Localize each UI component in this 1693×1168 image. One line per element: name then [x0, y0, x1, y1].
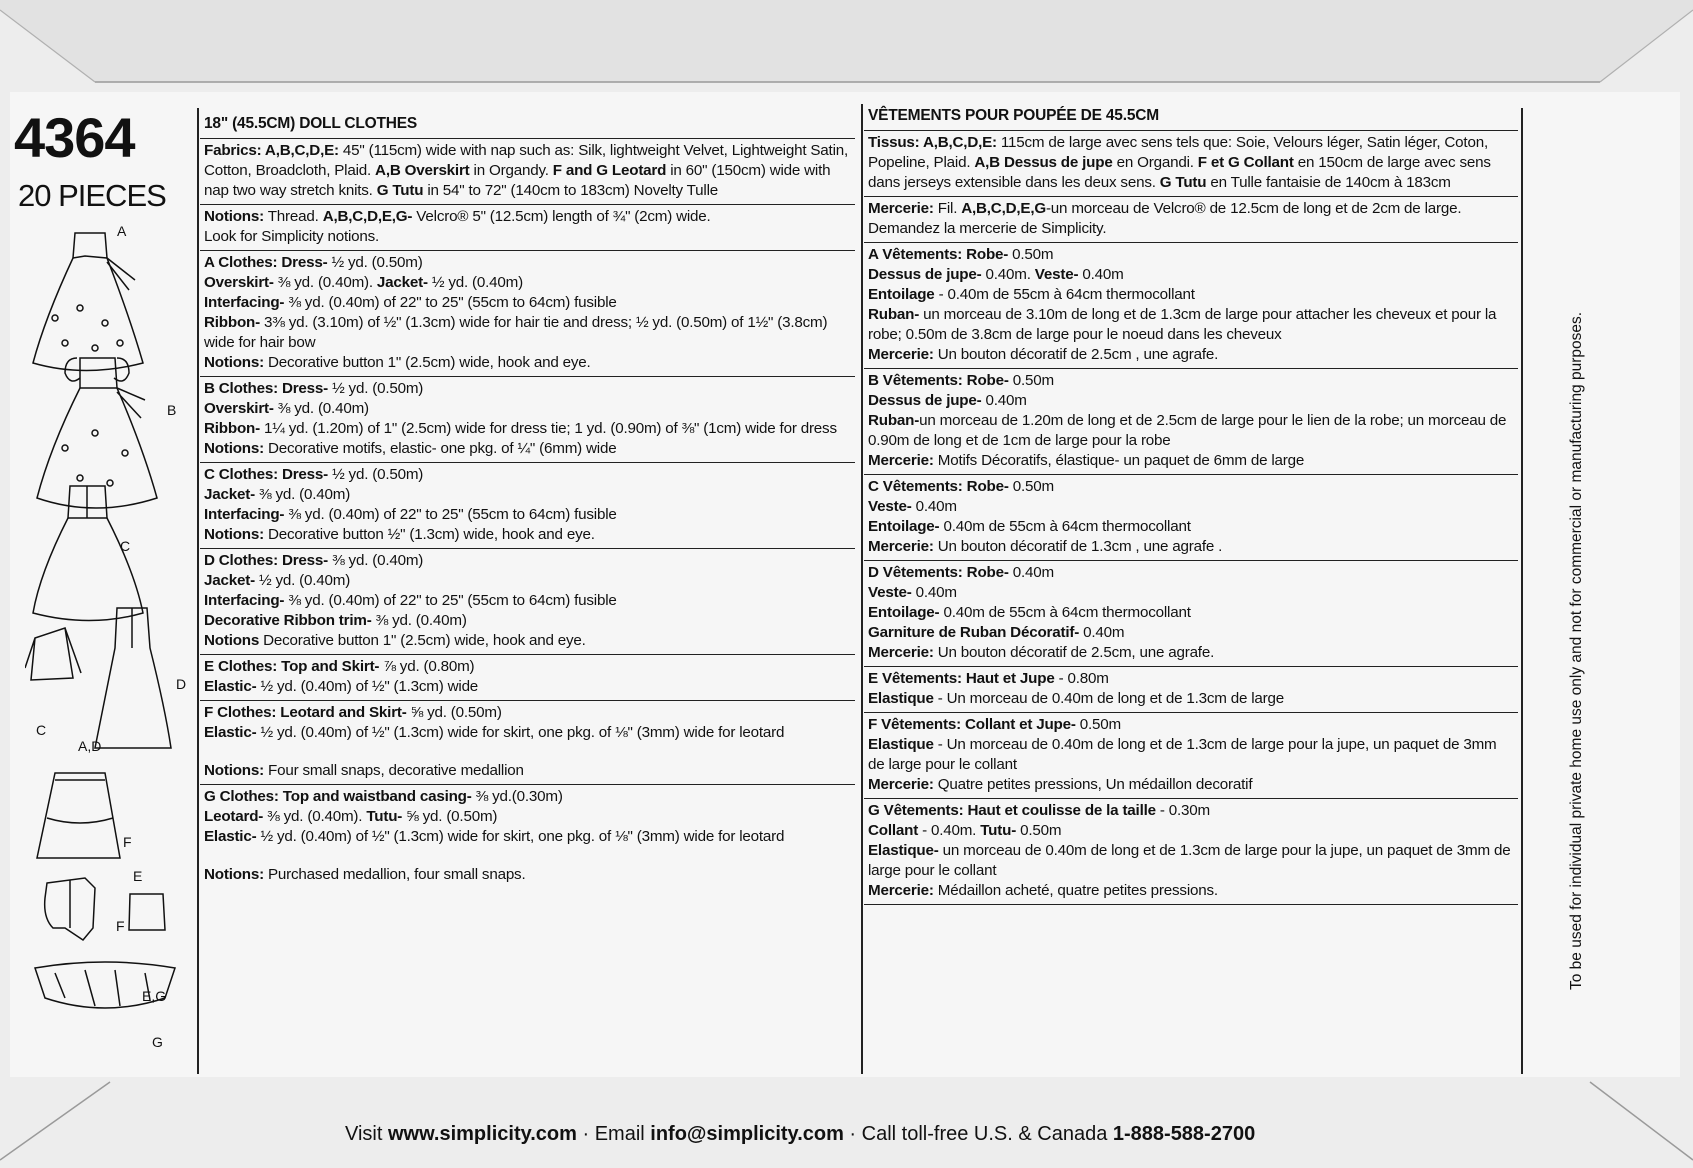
en-view-a: A Clothes: Dress- ½ yd. (0.50m) Overskirt- ⅜ yd. (0.40m). Jacket- ½ yd. (0.40m) Interfacing- ⅜ yd. (0.40m) of 22" to 25" (55cm to 64cm) fusible Ribbon- 3⅜ yd. (3.10m) of ½" (1.3cm) wide for hair tie and dress; ½ yd. (0.50m) of 1½" (3.8cm) wide for hair bow Notions: Decorative button 1" (2.5cm) wide, hook and eye.	[200, 251, 855, 377]
label-view-d: D	[176, 676, 187, 692]
fr-tissus: Tissus: A,B,C,D,E: 115cm de large avec sens tels que: Soie, Velours léger, Satin léger, Coton, Popeline, Plaid. A,B Dessus de jupe en Organdi. F et G Collant en 150cm de large avec sens dans jerseys extensible dans les deux sens. G Tutu en Tulle fantaisie de 140cm à 183cm	[864, 131, 1518, 197]
fr-mercerie: Mercerie: Fil. A,B,C,D,E,G-un morceau de Velcro® de 12.5cm de long et de 2cm de large. Demandez la mercerie de Simplicity.	[864, 197, 1518, 243]
piece-count: 20 PIECES	[18, 178, 166, 213]
view-ad-dress	[95, 608, 171, 748]
label-view-g: G	[152, 1034, 163, 1050]
label-view-f: F	[123, 834, 132, 850]
pattern-number: 4364	[14, 106, 135, 169]
fr-view-g: G Vêtements: Haut et coulisse de la taille - 0.30m Collant - 0.40m. Tutu- 0.50m Elastique- un morceau de 0.40m de long et de 1.3cm de large pour la jupe, un paquet de 3mm de large pour le collant Mercerie: Médaillon acheté, quatre petites pressions.	[864, 799, 1518, 905]
en-view-d: D Clothes: Dress- ⅜ yd. (0.40m) Jacket- ½ yd. (0.40m) Interfacing- ⅜ yd. (0.40m) of 22" to 25" (55cm to 64cm) fusible Decorative Ribbon trim- ⅜ yd. (0.40m) Notions Decorative button 1" (2.5cm) wide, hook and eye.	[200, 549, 855, 655]
en-notions: Notions: Thread. A,B,C,D,E,G- Velcro® 5" (12.5cm) length of ¾" (2cm) wide. Look for Simplicity notions.	[200, 205, 855, 251]
en-view-b: B Clothes: Dress- ½ yd. (0.50m) Overskirt- ⅜ yd. (0.40m) Ribbon- 1¼ yd. (1.20m) of 1" (2.5cm) wide for dress tie; 1 yd. (0.90m) of ⅜" (1cm) wide for dress Notions: Decorative motifs, elastic- one pkg. of ¼" (6mm) wide	[200, 377, 855, 463]
label-view-c: C	[120, 538, 131, 554]
english-column	[200, 112, 855, 888]
fr-view-a: A Vêtements: Robe- 0.50m Dessus de jupe- 0.40m. Veste- 0.40m Entoilage - 0.40m de 55cm à 64cm thermocollant Ruban- un morceau de 3.10m de long et de 1.3cm de large pour attacher les cheveux et pour la robe; 0.50m de 3.8cm de large pour le noeud dans les cheveux Mercerie: Un bouton décoratif de 2.5cm , une agrafe.	[864, 243, 1518, 369]
label-view-a: A	[117, 223, 127, 239]
usage-note: To be used for individual private home use only and not for commercial or manufacturing purposes.	[1568, 311, 1585, 990]
label-view-c-jacket: C	[36, 722, 47, 738]
label-view-eg: E,G	[142, 988, 167, 1004]
en-view-f: F Clothes: Leotard and Skirt- ⅝ yd. (0.50m) Elastic- ½ yd. (0.40m) of ½" (1.3cm) wide for skirt, one pkg. of ⅛" (3mm) wide for leotard Notions: Four small snaps, decorative medallion	[200, 701, 855, 785]
contact-footer: Visit www.simplicity.com · Email info@simplicity.com · Call toll-free U.S. & Canada 1-888-588-2700	[345, 1123, 1256, 1145]
en-fabrics: Fabrics: A,B,C,D,E: 45" (115cm) wide with nap such as: Silk, lightweight Velvet, Lightweight Satin, Cotton, Broadcloth, Plaid. A,B Overskirt in Organdy. F and G Leotard in 60" (150cm) wide with nap two way stretch knits. G Tutu in 54" to 72" (140cm to 183cm) Novelty Tulle	[200, 139, 855, 205]
phone-number: 1-888-588-2700	[1112, 1123, 1256, 1145]
label-view-e: E	[133, 868, 143, 884]
french-title: VÊTEMENTS POUR POUPÉE DE 45.5CM	[864, 104, 1518, 131]
email-link[interactable]: info@simplicity.com	[650, 1123, 844, 1145]
fr-view-e: E Vêtements: Haut et Jupe - 0.80m Elastique - Un morceau de 0.40m de long et de 1.3cm de large	[864, 667, 1518, 713]
garment-illustrations	[25, 228, 195, 1058]
fr-view-b: B Vêtements: Robe- 0.50m Dessus de jupe- 0.40m Ruban-un morceau de 1.20m de long et de 2.5cm de large pour le lien de la robe; un morceau de 0.90m de long et de 1cm de large pour la robe Mercerie: Motifs Décoratifs, élastique- un paquet de 6mm de large	[864, 369, 1518, 475]
fr-view-f: F Vêtements: Collant et Jupe- 0.50m Elastique - Un morceau de 0.40m de long et de 1.3cm de large pour la jupe, un paquet de 3mm de large pour le collant Mercerie: Quatre petites pressions, Un médaillon decoratif	[864, 713, 1518, 799]
view-f-leotard	[45, 878, 95, 940]
view-ef-skirt	[37, 773, 120, 858]
view-a-dress	[33, 233, 143, 371]
column-rule-middle	[861, 104, 863, 1074]
column-rule-left	[197, 108, 199, 1074]
french-column	[864, 104, 1518, 905]
column-rule-right	[1521, 108, 1523, 1074]
en-view-e: E Clothes: Top and Skirt- ⅞ yd. (0.80m) Elastic- ½ yd. (0.40m) of ½" (1.3cm) wide	[200, 655, 855, 701]
view-eg-top	[129, 894, 165, 930]
label-view-b: B	[167, 402, 177, 418]
english-title: 18" (45.5CM) DOLL CLOTHES	[200, 112, 855, 139]
envelope-flap	[0, 0, 1693, 90]
fr-view-d: D Vêtements: Robe- 0.40m Veste- 0.40m Entoilage- 0.40m de 55cm à 64cm thermocollant Garniture de Ruban Décoratif- 0.40m Mercerie: Un bouton décoratif de 2.5cm, une agrafe.	[864, 561, 1518, 667]
label-view-ad: A,D	[78, 738, 102, 754]
fr-view-c: C Vêtements: Robe- 0.50m Veste- 0.40m Entoilage- 0.40m de 55cm à 64cm thermocollant Mercerie: Un bouton décoratif de 1.3cm , une agrafe .	[864, 475, 1518, 561]
en-view-g: G Clothes: Top and waistband casing- ⅜ yd.(0.30m) Leotard- ⅜ yd. (0.40m). Tutu- ⅝ yd. (0.50m) Elastic- ½ yd. (0.40m) of ½" (1.3cm) wide for skirt, one pkg. of ⅛" (3mm) wide for leotard Notions: Purchased medallion, four small snaps.	[204, 788, 785, 883]
label-view-f-leotard: F	[116, 918, 125, 934]
view-c-jacket	[25, 628, 81, 680]
website-link[interactable]: www.simplicity.com	[387, 1123, 577, 1145]
en-view-c: C Clothes: Dress- ½ yd. (0.50m) Jacket- ⅜ yd. (0.40m) Interfacing- ⅜ yd. (0.40m) of 22" to 25" (55cm to 64cm) fusible Notions: Decorative button ½" (1.3cm) wide, hook and eye.	[200, 463, 855, 549]
